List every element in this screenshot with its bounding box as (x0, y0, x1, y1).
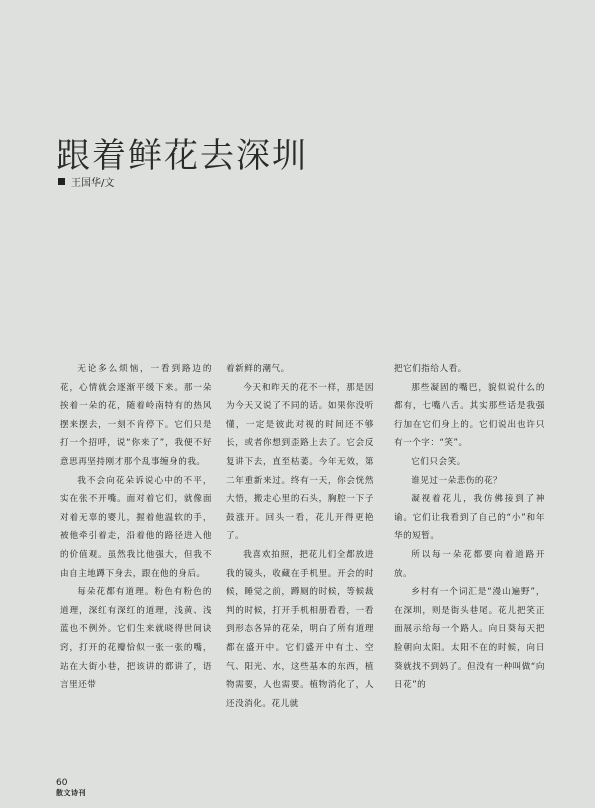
paragraph: 每朵花都有道理。粉色有粉色的道理，深红有深红的道理，浅黄、浅蓝也不例外。它们生来就晓得世间诀窍，打开的花瓣恰似一张一张的嘴，站在大街小巷，把该讲的都讲了，语言里还带 (60, 587, 212, 691)
paragraph: 凝视着花儿，我仿佛接到了神谕。它们让我看到了自己的“小”和年华的短暂。 (394, 494, 545, 542)
magazine-logo: 散文诗刊 (56, 789, 86, 797)
paragraph: 它们只会笑。 (411, 456, 466, 467)
byline-author: 王国华/文 (71, 178, 115, 189)
article-title: 跟着鲜花去深圳 (56, 136, 308, 176)
byline-square-icon (58, 178, 65, 185)
paragraph: 我不会向花朵诉说心中的不平，实在张不开嘴。面对着它们，就像面对着无辜的婴儿，握着他温软的手，被他牵引着走，沿着他的路径进入他的价值观。虽然我比他强大，但我不由自主地蹲下身去，跟在他的身后。 (60, 475, 212, 579)
page-footer (56, 778, 86, 798)
page-number: 60 (56, 778, 68, 788)
paragraph: 无论多么烦恼，一看到路边的花，心情就会逐渐平缓下来。那一朵挨着一朵的花，随着岭南特有的热风摆来摆去，一刻不肯停下。它们只是打一个招呼，说“你来了”，我便不好意思再坚持刚才那个乱事缠身的我。 (60, 364, 212, 467)
paragraph: 今天和昨天的花不一样，那是因为今天又说了不同的话。如果你没听懂，一定是彼此对视的时间还不够长，或者你想到歪路上去了。它会反复讲下去，直至枯萎。今年无效，第二年重新来过。终有一天，你会恍然大悟，搬走心里的石头，胸腔一下子鼓涨开。回头一看，花儿开得更艳了。 (226, 382, 374, 542)
paragraph-continued: 着新鲜的潮气。 (226, 364, 290, 374)
paragraph: 所以每一朵花都要向着道路开放。 (394, 549, 545, 579)
paragraph: 谁见过一朵悲伤的花？ (411, 475, 503, 486)
paragraph-continued: 把它们指给人看。 (394, 364, 467, 374)
text-column-3 (394, 360, 545, 695)
byline (58, 174, 114, 189)
paragraph: 乡村有一个词汇是“漫山遍野”，在深圳，则是街头巷尾。花儿把笑正面展示给每一个路人。向日葵每天把脸朝向太阳。太阳不在的时候，向日葵就找不到妈了。但没有一种叫做“向日花”的 (394, 587, 545, 691)
paragraph: 那些凝固的嘴巴，貌似说什么的都有，七嘴八舌。其实那些话是我强行加在它们身上的。它们说出也许只有一个字：“笑”。 (394, 382, 545, 449)
text-column-2 (226, 360, 374, 713)
paragraph: 我喜欢拍照，把花儿们全都放进我的镜头，收藏在手机里。开会的时候，睡觉之前，蹲厕的时候，等候裁判的时候，打开手机相册看看，一看到形态各异的花朵，明白了所有道理都在盛开中。它们盛开中有土、空气、阳光、水，这些基本的东西，植物需要，人也需要。植物消化了，人还没消化。花儿就 (226, 549, 374, 709)
text-column-1 (60, 360, 212, 695)
